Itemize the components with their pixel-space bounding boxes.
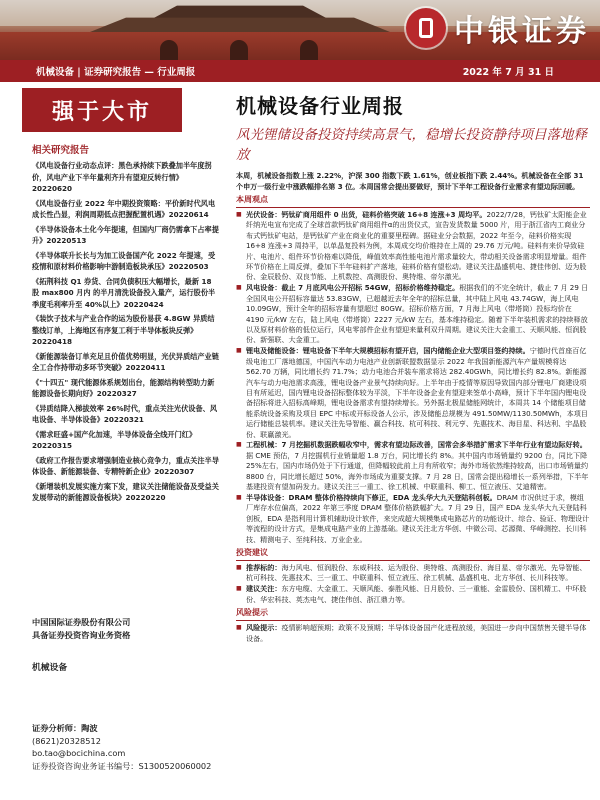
- bullet-headline: 建议关注：: [246, 584, 282, 594]
- section-heading: 本周观点: [236, 195, 268, 204]
- intro-paragraph: 本周，机械设备指数上涨 2.22%，沪深 300 指数下跌 1.61%，创业板指下跌 2.44%。机械设备在全部 31 个申万一级行业中涨跌幅排名第 3 位。本周国常会提出要做好，预计下半年工程设备行业需求有望边际回暖。: [236, 171, 584, 191]
- logo-text: 中银证券: [454, 14, 590, 49]
- related-report-item[interactable]: 《半导体设备本土化今年提速，但国内厂商仍需拿下占率提升》20220513: [32, 224, 219, 245]
- related-report-item[interactable]: 《半导体联升长长与为加工设备国产化 2022 年提速，受疫情和原材料价格影响中游制造板块承压》20220503: [32, 250, 216, 271]
- analyst-info: [32, 722, 211, 772]
- related-report-item[interactable]: 《政府工作报告要求增强制造业核心竞争力，重点关注半导体设备、新能源装备、专精特新企业》20220307: [32, 455, 219, 476]
- bullet-item: [236, 493, 590, 545]
- section-divider: [236, 560, 590, 561]
- bullet-headline: 风电设备：截止 7 月底风电公开招标 54GW，招标价格维持稳定。: [246, 283, 460, 293]
- bullet-body: 疫情影响超预期；政策不及预期；半导体设备国产化进程放缓，美国进一步向中国禁售关键半导体设备。: [246, 623, 587, 643]
- related-report-item[interactable]: 《风电设备行业 2022 年中期投资策略：平价新时代风电成长性凸显，利润周期低点把握配置机遇》20220614: [32, 198, 216, 219]
- report-header-strip: [0, 60, 600, 82]
- report-subtitle: 风光锂储设备投资持续高景气，稳增长投资静待项目落地释放: [236, 127, 587, 163]
- related-report-item[interactable]: 《需求旺盛+国产化加速，半导体设备全线开门红》20220315: [32, 429, 197, 450]
- header-banner: [0, 0, 600, 60]
- report-category: 机械设备 | 证券研究报告 — 行业周报: [36, 67, 196, 78]
- bullet-list: [236, 210, 590, 545]
- related-report-item[interactable]: 《装饮子技术与产业合作的运为股份易获 4.8GW 异质结整线订单，上海地区有序复工利于半导体板块反弹》20220418: [32, 314, 215, 346]
- company-logo: [406, 6, 590, 50]
- bullet-headline: 半导体设备：DRAM 整体价格持续向下修正，EDA 龙头华大九天登陆科创板。: [246, 492, 497, 502]
- bullet-body: DRAM 市况供过于求，模组厂库存水位偏高，2022 年第三季度 DRAM 整体价格跌幅扩大。7 月 29 日，国产 EDA 龙头华大九天登陆科创板，EDA 是指利用计算机辅助设计软件，来完成超大规模集成电路芯片的功能设计、综合、验证、物理设计等流程的设计方式，是集成电路产业的上游基础。建议关注北方华创、中微公司、芯源微、华峰测控、长川科技、精测电子、至纯科技、万业企业。: [246, 492, 590, 544]
- related-reports-heading: 相关研究报告: [32, 145, 90, 156]
- section-divider: [236, 207, 590, 208]
- bullet-list: [236, 623, 590, 644]
- bullet-item: [236, 584, 590, 605]
- bullet-item: [236, 210, 590, 283]
- bullet-item: [236, 346, 590, 440]
- firm-name: 中国国际证券股份有限公司: [32, 617, 131, 627]
- related-report-item[interactable]: 《"十四五" 现代能源体系规划出台，能源结构转型助力新能源设备长期向好》20220327: [32, 377, 215, 398]
- bullet-headline: 工程机械：7 月挖掘机数据跌幅收窄中，需求有望边际改善，国常会多举措扩需求下半年行业有望边际好转。: [246, 440, 587, 450]
- report-title: 机械设备行业周报: [236, 94, 404, 118]
- bullet-headline: 风险提示：: [246, 623, 282, 633]
- department-label: 机械设备: [32, 663, 68, 673]
- related-report-item[interactable]: 《新能源装备订单充足且价值优势明显，光伏异质结产业链全工合作持带动多环节突破》20220411: [32, 351, 219, 372]
- bullet-body: 据 CME 预估，7 月挖掘机行业销量超 1.8 万台，同比增长约 8%。其中国内市场销量约 9200 台，同比下降 25%左右，国内市场仍处于下行通道，但降幅较此前上月有所收窄；海外市场依然维持较高，出口市场销量约 8800 台，同比增长超过 50%，海外市场成为重要支撑。7 月 28 日，国常会提出稳增长一系列举措，下半年基建投资有望加码发力。建议关注三一重工、徐工机械、中联重科、柳工、恒立液压、艾迪精密。: [246, 450, 589, 492]
- section-heading: 投资建议: [236, 548, 268, 557]
- bullet-body: 2022/7/28，钙钛矿太阳能企业纤纳光电宣布完成了全球首款钙钛矿商用组件α的出货仪式，宣告发货数量 5000 片，用于浙江省内工商业分布式钙钛矿电站，是钙钛矿产业在商业化的重要里程碑。据硅业分会数据，2022 年至今，硅料价格实现 16+8 连涨+3 周持平，以单晶复投料为例，本周成交均价维持在上周的 29.76 万元/吨。硅料有来价导致硅片、电池片、组件环节价格难以降低，峰值效率高性能电池片需求量较大，带动相关设备需求明显增量。组件环节价格在上周反弹，叠加下半年硅料扩产落地，硅料价格有望松动。建议关注晶盛机电、捷佳伟创、迈为股份、金辰股份、双良节能、上机数控、高测股份、奥特维、帝尔激光。: [246, 210, 587, 282]
- related-reports-list: [32, 160, 220, 504]
- bullet-item: [236, 563, 590, 584]
- section-divider: [236, 620, 590, 621]
- bullet-body: 宁德时代首座百亿级电池工厂落地德国，中国汽车动力电池产业创新联盟数据显示 2022 年我国新能源汽车产量规模将达 562.70 万辆，同比增长约 71.7%；动力电池合并装车需求将达 282.40GWh，同比增长约 82.8%。新能源汽车与动力电池需求高涨，锂电设备产业景气持续向好。上半年由于疫情等原因导致国内部分锂电厂商建设项目有所延迟，国内锂电设备招标整体较为平淡，下半年设备企业有望迎来签单小高峰，预计下半年国内锂电设备招标将进入招标高峰期，锂电设备需求有望持续增长。另外据北极星储能网统计，本周共 14 个储能项目储能系统设备采购及项目 EPC 中标或开标设备人公示，涉及储能总规模为 491.50MW/1130.50MWh，本项目运行储能总装机率。建议关注先导智能、赢合科技、杭可科技、利元亨、先惠技术、海目星、科达利、宇晶股份、联赢激光。: [246, 346, 588, 439]
- related-report-item[interactable]: 《风电设备行业动态点评：黑色承持续下跌叠加半年度拐价，风电产业下半年量利齐升有望迎反转行情》20220620: [32, 161, 212, 193]
- bullet-item: [236, 440, 590, 492]
- section-heading: 风险提示: [236, 608, 268, 618]
- main-content: [236, 90, 590, 644]
- analyst-phone: (8621)20328512: [32, 735, 101, 746]
- analyst-name: 证券分析师：陶波: [32, 723, 98, 733]
- rating-badge: 强于大市: [22, 88, 182, 132]
- palace-gate: [230, 40, 248, 60]
- palace-gate: [160, 40, 178, 60]
- bullet-headline: 推荐标的：: [246, 563, 282, 572]
- bullet-list: [236, 563, 590, 605]
- palace-gate: [300, 40, 318, 60]
- report-date: 2022 年 7 月 31 日: [462, 67, 554, 78]
- analyst-cert: 证券投资咨询业务证书编号：S1300520060002: [32, 760, 212, 771]
- bullet-body: 根据我们的不完全统计，截止 7 月 29 日全国风电公开招标容量达 53.83GW，已超越近去年全年的招标总量，其中陆上风电 43.74GW，海上风电 10.09GW，预计全年的招标容量有望超过 80GW。招标价格方面，7 月海上风电（带塔筒）投标均价在 4190 元/kW 左右，陆上风电（带塔筒）2227 元/kW 左右，基本维持稳定。随着下半年装机需求的持续释放以及原材料价格的低位运行，风电零部件企业有望迎来量利双升周期。建议关注大金重工、天顺风能、恒润股份、新强联、大金重工。: [246, 283, 589, 345]
- bank-logo-icon: [406, 8, 446, 48]
- firm-qualification: 具备证券投资咨询业务资格: [32, 630, 131, 640]
- bullet-body: 东方电缆、大金重工、天顺风能、泰胜风能、日月股份、三一重能、金雷股份、国机精工、中环股份、华宏科技、英杰电气、捷佳伟创、浙江鼎力等。: [246, 584, 587, 604]
- bullet-item: [236, 623, 590, 644]
- related-report-item[interactable]: 《新增装机发展实施方案下发，建议关注储能设备及受益关发展带动的新能源设备板块》20220220: [32, 481, 219, 502]
- related-report-item[interactable]: 《异质结降入梯拔效率 26%时代，重点关注光伏设备、风电设备、半导体设备》20220321: [32, 403, 218, 424]
- bullet-body: 海力风电、恒润股份、东威科技、运为股份、奥特维、高测股份、海目星、帝尔激光、先导智能、杭可科技、先惠技术、三一重工、中联重科、恒立液压、徐工机械、晶盛机电、北方华创、长川科技等。: [246, 563, 587, 583]
- related-report-item[interactable]: 《拓荆科技 Q1 券货、合同负债积压大幅增长，最新 18 股 max800 月内 的半月清洗设备投入量产，运行股份半季度毛利率升至 40%以上》20220424: [32, 276, 216, 309]
- bullet-headline: 光伏设备：钙钛矿商用组件 0 出货，硅料价格突破 16+8 连涨+3 周均平。: [246, 210, 487, 219]
- analyst-email[interactable]: bo.tao@bocichina.com: [32, 748, 126, 758]
- firm-info: [32, 616, 130, 642]
- sidebar: [22, 88, 220, 800]
- bullet-headline: 锂电及储能设备：锂电设备下半年大规模招标有望开启，国内储能企业大型项目签约持续。: [246, 346, 530, 356]
- bullet-item: [236, 283, 590, 345]
